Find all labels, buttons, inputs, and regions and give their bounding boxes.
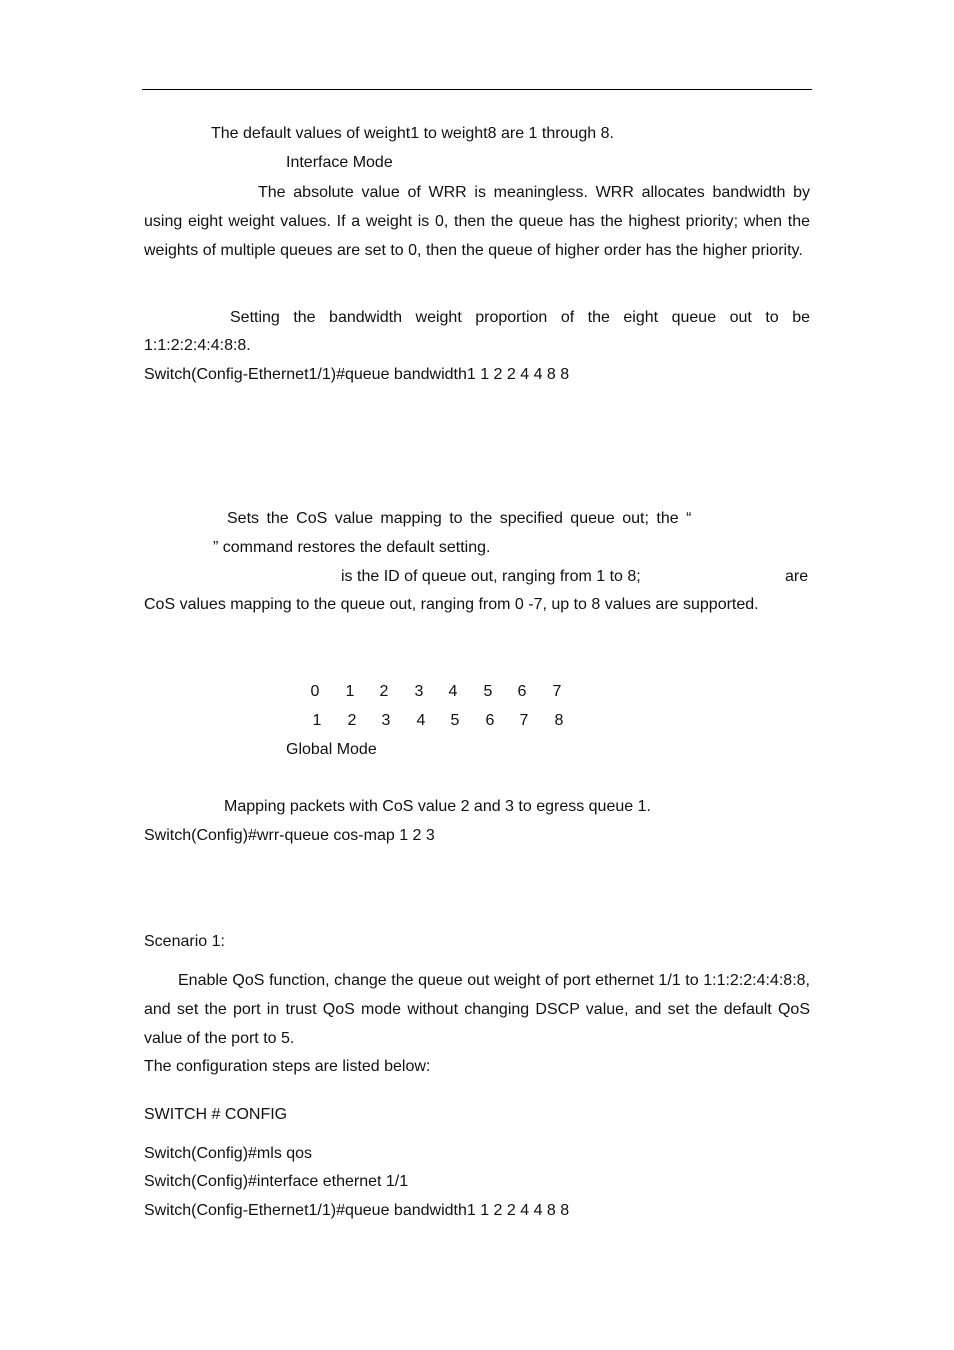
step-command: Switch(Config)#mls qos xyxy=(144,1145,313,1162)
cos-value-cell: 2 xyxy=(379,683,389,700)
example-cosmap-text: Mapping packets with CoS value 2 and 3 to egress queue 1. xyxy=(224,798,651,815)
scenario-title: Scenario 1: xyxy=(144,933,225,950)
queue-value-cell: 6 xyxy=(485,712,495,729)
cos-value-cell: 5 xyxy=(483,683,493,700)
queue-value-cell: 7 xyxy=(519,712,529,729)
steps-intro-text: The configuration steps are listed below: xyxy=(144,1058,431,1075)
example-bandwidth-line2: 1:1:2:2:4:4:8:8. xyxy=(144,337,251,354)
cosmap-parameter-are: are xyxy=(785,568,809,585)
queue-value-cell: 3 xyxy=(381,712,391,729)
cos-value-cell: 6 xyxy=(517,683,527,700)
cosmap-parameter-line2: CoS values mapping to the queue out, ranging from 0 -7, up to 8 values are supported. xyxy=(144,596,759,613)
example-bandwidth-line1: Setting the bandwidth weight proportion of the eight queue out to be xyxy=(230,309,810,326)
global-mode-text: Global Mode xyxy=(286,741,377,758)
scenario-description: Enable QoS function, change the queue out weight of port ethernet 1/1 to 1:1:2:2:4:4:8:8, and set the port in trust QoS mode without changing DSCP value, and set the default QoS value of the port to 5. xyxy=(144,972,810,1047)
queue-value-cell: 1 xyxy=(312,712,322,729)
wrr-usage-guide-paragraph: The absolute value of WRR is meaningless. WRR allocates bandwidth by using eight weight values. If a weight is 0, then the queue has the highest priority; when the weights of multiple queues are set to 0, then the queue of higher order has the higher priority. xyxy=(144,184,810,259)
steps-header: SWITCH # CONFIG xyxy=(144,1106,288,1123)
queue-value-cell: 4 xyxy=(416,712,426,729)
cos-value-cell: 0 xyxy=(310,683,320,700)
default-values-text: The default values of weight1 to weight8 are 1 through 8. xyxy=(211,125,614,142)
queue-value-cell: 2 xyxy=(347,712,357,729)
cosmap-function-line1: Sets the CoS value mapping to the specified queue out; the “ xyxy=(227,510,692,527)
bandwidth-command-example: Switch(Config-Ethernet1/1)#queue bandwidth1 1 2 2 4 4 8 8 xyxy=(144,366,570,383)
cos-value-cell: 7 xyxy=(552,683,562,700)
step-command: Switch(Config-Ethernet1/1)#queue bandwidth1 1 2 2 4 4 8 8 xyxy=(144,1202,570,1219)
cosmap-command-example: Switch(Config)#wrr-queue cos-map 1 2 3 xyxy=(144,827,435,844)
cos-value-cell: 4 xyxy=(448,683,458,700)
cosmap-function-line2: ” command restores the default setting. xyxy=(213,539,491,556)
cos-value-cell: 1 xyxy=(345,683,355,700)
queue-value-cell: 8 xyxy=(554,712,564,729)
header-rule xyxy=(142,89,812,90)
step-command: Switch(Config)#interface ethernet 1/1 xyxy=(144,1173,409,1190)
interface-mode-text: Interface Mode xyxy=(286,154,393,171)
cos-value-cell: 3 xyxy=(414,683,424,700)
queue-value-cell: 5 xyxy=(450,712,460,729)
cosmap-parameter-line1: is the ID of queue out, ranging from 1 to 8; xyxy=(341,568,641,585)
